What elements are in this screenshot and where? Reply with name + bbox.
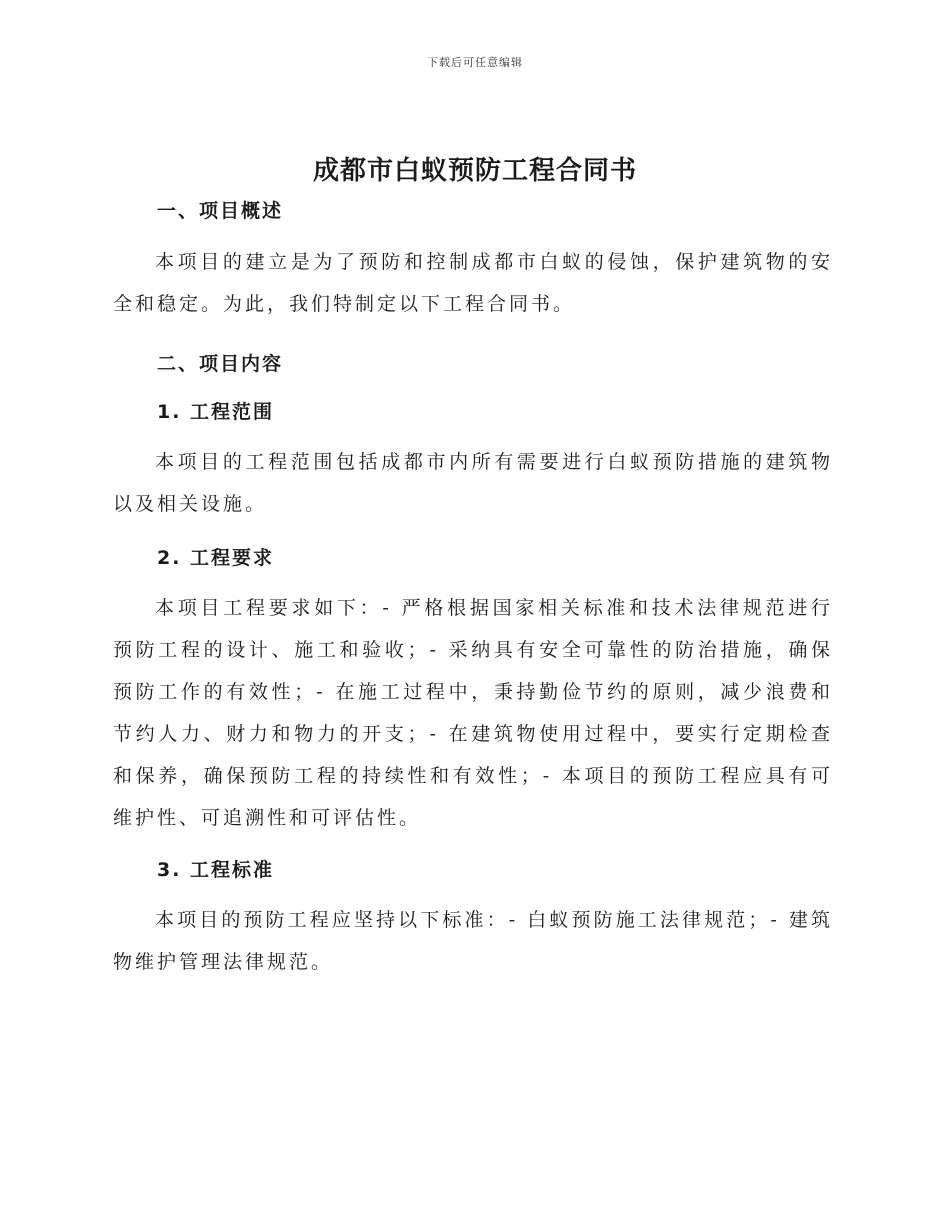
document-title: 成都市白蚁预防工程合同书 — [312, 156, 637, 186]
section-heading-scope: 1. 工程范围 — [157, 401, 275, 423]
section-heading-requirements: 2. 工程要求 — [157, 547, 275, 569]
section-heading-content: 二、项目内容 — [157, 353, 284, 375]
section-heading-standards: 3. 工程标准 — [157, 859, 275, 881]
section-heading-overview: 一、项目概述 — [157, 200, 284, 222]
section-paragraph-standards: 本项目的预防工程应坚持以下标准：- 白蚁预防施工法律规范；- 建筑物维护管理法律规范。 — [113, 909, 833, 973]
page-header-note: 下载后可任意编辑 — [427, 56, 523, 69]
section-paragraph-scope: 本项目的工程范围包括成都市内所有需要进行白蚁预防措施的建筑物以及相关设施。 — [113, 451, 833, 515]
section-paragraph-overview: 本项目的建立是为了预防和控制成都市白蚁的侵蚀，保护建筑物的安全和稳定。为此，我们特制定以下工程合同书。 — [113, 251, 833, 315]
document-body — [113, 193, 833, 983]
section-paragraph-requirements: 本项目工程要求如下：- 严格根据国家相关标准和技术法律规范进行预防工程的设计、施工和验收；- 采纳具有安全可靠性的防治措施，确保预防工作的有效性；- 在施工过程中，秉持勤俭节约的原则，减少浪费和节约人力、财力和物力的开支；- 在建筑物使用过程中，要实行定期检查和保养，确保预防工程的持续性和有效性；- 本项目的预防工程应具有可维护性、可追溯性和可评估性。 — [113, 597, 833, 829]
